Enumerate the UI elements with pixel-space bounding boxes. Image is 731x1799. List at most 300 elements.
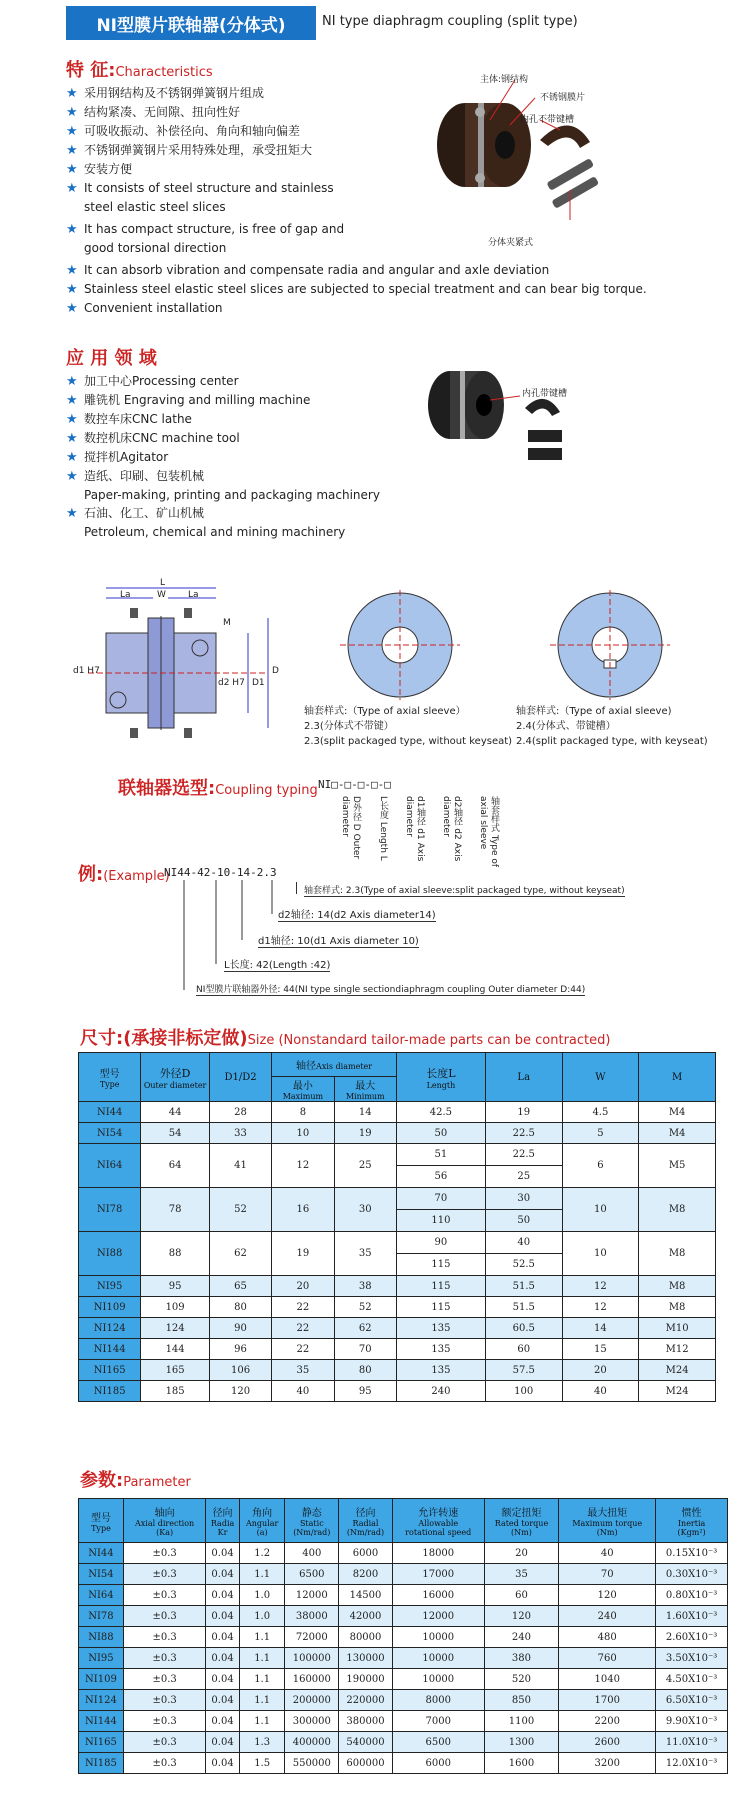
example-line: NI型膜片联轴器外径: 44(NI type single sectiondiaphragm coupling Outer diameter D:44) xyxy=(196,982,585,996)
cell-value: 1700 xyxy=(559,1690,656,1711)
cell-d1d2: 65 xyxy=(209,1276,271,1297)
cell-length: 135 xyxy=(396,1360,485,1381)
cell-value: 6000 xyxy=(392,1753,484,1774)
cell-min: 16 xyxy=(272,1188,334,1232)
cell-min: 40 xyxy=(272,1381,334,1402)
cell-value: ±0.3 xyxy=(123,1627,205,1648)
photo-label: 主体:钢结构 xyxy=(480,75,529,85)
list-item: ★ Stainless steel elastic steel slices are subjected to special treatment and can bear big torque. xyxy=(66,282,647,297)
table-row xyxy=(79,1543,728,1564)
cell-value: 1100 xyxy=(484,1711,559,1732)
cell-d1d2: 41 xyxy=(209,1144,271,1188)
cell-value: 0.04 xyxy=(206,1690,239,1711)
cell-max: 52 xyxy=(334,1297,396,1318)
cell-type: NI124 xyxy=(79,1690,124,1711)
cell-type: NI54 xyxy=(79,1123,141,1144)
cell-type: NI95 xyxy=(79,1648,124,1669)
cell-m: M5 xyxy=(639,1144,716,1188)
example-heading: 例:(Example) xyxy=(78,864,170,885)
star-icon: ★ xyxy=(66,181,78,196)
table-row xyxy=(79,1188,716,1210)
cell-od: 78 xyxy=(141,1188,210,1232)
cell-length: 42.5 xyxy=(396,1102,485,1123)
cell-value: 120 xyxy=(559,1585,656,1606)
cell-value: 100000 xyxy=(285,1648,339,1669)
cell-max: 19 xyxy=(334,1123,396,1144)
column-header: 额定扭矩 Rated torque (Nm) xyxy=(484,1499,559,1543)
characteristics-heading: 特 征:Characteristics xyxy=(66,60,213,81)
photo-label: 分体夹紧式 xyxy=(488,238,534,248)
coupling-photo-keyed xyxy=(420,360,640,490)
table-row xyxy=(79,1627,728,1648)
list-item: ★ It can absorb vibration and compensate radia and angular and axle deviation xyxy=(66,263,550,278)
cell-type: NI78 xyxy=(79,1188,141,1232)
table-row xyxy=(79,1753,728,1774)
typing-label: d2轴径 d2 Axis diameter xyxy=(441,796,462,862)
cell-type: NI64 xyxy=(79,1585,124,1606)
example-line: L长度: 42(Length :42) xyxy=(224,956,330,972)
cell-w: 12 xyxy=(562,1276,639,1297)
cell-value: 0.04 xyxy=(206,1711,239,1732)
cell-value: 400 xyxy=(285,1543,339,1564)
table-row xyxy=(79,1318,716,1339)
cell-length: 135 xyxy=(396,1339,485,1360)
sleeve-caption-left: 轴套样式:（Type of axial sleeve） 2.3(分体式不带键） 2.3(split packaged type, without keyseat) xyxy=(304,706,513,747)
table-row xyxy=(79,1732,728,1753)
cell-value: 0.04 xyxy=(206,1606,239,1627)
cell-type: NI185 xyxy=(79,1753,124,1774)
cell-value: 1.3 xyxy=(239,1732,285,1753)
cell-value: 400000 xyxy=(285,1732,339,1753)
cell-length: 110 xyxy=(396,1210,485,1232)
column-header: 允许转速 Allowable rotational speed xyxy=(392,1499,484,1543)
cell-w: 20 xyxy=(562,1360,639,1381)
cell-max: 80 xyxy=(334,1360,396,1381)
cell-value: 38000 xyxy=(285,1606,339,1627)
star-icon: ★ xyxy=(66,506,78,521)
cell-type: NI95 xyxy=(79,1276,141,1297)
cell-type: NI185 xyxy=(79,1381,141,1402)
typing-code: NI□-□-□-□-□ xyxy=(318,778,391,791)
cell-value: 520 xyxy=(484,1669,559,1690)
dim-label: D xyxy=(272,666,279,676)
cell-w: 6 xyxy=(562,1144,639,1188)
cell-value: ±0.3 xyxy=(123,1690,205,1711)
cell-max: 30 xyxy=(334,1188,396,1232)
cell-la: 30 xyxy=(485,1188,562,1210)
cell-m: M12 xyxy=(639,1339,716,1360)
sleeve-diagram-key xyxy=(550,590,670,700)
cell-value: 1.5 xyxy=(239,1753,285,1774)
cell-value: 42000 xyxy=(339,1606,393,1627)
cell-value: 20 xyxy=(484,1543,559,1564)
cell-max: 62 xyxy=(334,1318,396,1339)
cell-value: 200000 xyxy=(285,1690,339,1711)
cell-length: 70 xyxy=(396,1188,485,1210)
table-row xyxy=(79,1360,716,1381)
cell-type: NI165 xyxy=(79,1360,141,1381)
cell-m: M8 xyxy=(639,1276,716,1297)
sleeve-diagram-no-key xyxy=(340,590,460,700)
cell-od: 165 xyxy=(141,1360,210,1381)
list-item: ★ 搅拌机Agitator xyxy=(66,450,169,465)
cell-type: NI109 xyxy=(79,1297,141,1318)
cell-value: 0.04 xyxy=(206,1627,239,1648)
cell-length: 115 xyxy=(396,1297,485,1318)
cell-la: 51.5 xyxy=(485,1297,562,1318)
cell-value: 11.0X10⁻³ xyxy=(656,1732,728,1753)
star-icon: ★ xyxy=(66,301,78,316)
cell-la: 22.5 xyxy=(485,1123,562,1144)
cell-w: 4.5 xyxy=(562,1102,639,1123)
cell-w: 14 xyxy=(562,1318,639,1339)
cell-value: 40 xyxy=(559,1543,656,1564)
list-item: ★ 数控车床CNC lathe xyxy=(66,412,192,427)
param-heading: 参数:Parameter xyxy=(80,1470,191,1491)
table-row xyxy=(79,1711,728,1732)
cell-la: 52.5 xyxy=(485,1254,562,1276)
cell-m: M4 xyxy=(639,1123,716,1144)
cell-value: 6500 xyxy=(285,1564,339,1585)
cell-w: 40 xyxy=(562,1381,639,1402)
cell-value: 10000 xyxy=(392,1627,484,1648)
cell-m: M8 xyxy=(639,1297,716,1318)
dim-label: d1 H7 xyxy=(73,666,100,676)
cell-min: 22 xyxy=(272,1339,334,1360)
cell-value: 1.1 xyxy=(239,1564,285,1585)
cell-od: 54 xyxy=(141,1123,210,1144)
cell-w: 15 xyxy=(562,1339,639,1360)
cell-value: ±0.3 xyxy=(123,1753,205,1774)
cell-value: 8000 xyxy=(392,1690,484,1711)
size-heading: 尺寸:(承接非标定做)Size (Nonstandard tailor-made parts can be contracted) xyxy=(80,1028,611,1049)
cell-max: 70 xyxy=(334,1339,396,1360)
table-row xyxy=(79,1669,728,1690)
cell-value: 1.2 xyxy=(239,1543,285,1564)
cell-value: 0.04 xyxy=(206,1732,239,1753)
column-header: 角向 Angular (a) xyxy=(239,1499,285,1543)
list-item: ★ 雕铣机 Engraving and milling machine xyxy=(66,393,311,408)
cell-value: 0.04 xyxy=(206,1543,239,1564)
photo-label: 内孔不带键槽 xyxy=(520,115,575,125)
cell-value: 1.1 xyxy=(239,1648,285,1669)
cell-value: 12000 xyxy=(392,1606,484,1627)
cell-d1d2: 28 xyxy=(209,1102,271,1123)
star-icon: ★ xyxy=(66,469,78,484)
list-item: ★ 采用钢结构及不锈钢弹簧钢片组成 xyxy=(66,86,265,101)
cell-value: 1600 xyxy=(484,1753,559,1774)
star-icon: ★ xyxy=(66,282,78,297)
star-icon: ★ xyxy=(66,263,78,278)
cell-value: 1.1 xyxy=(239,1669,285,1690)
example-line: d2轴径: 14(d2 Axis diameter14) xyxy=(278,906,436,922)
cell-length: 50 xyxy=(396,1123,485,1144)
typing-label: D外径 D Outer diameter xyxy=(340,796,361,860)
star-icon: ★ xyxy=(66,450,78,465)
list-item: ★ 结构紧凑、无间隙、扭向性好 xyxy=(66,105,241,120)
table-row xyxy=(79,1381,716,1402)
cell-value: 540000 xyxy=(339,1732,393,1753)
cell-value: 16000 xyxy=(392,1585,484,1606)
cell-max: 95 xyxy=(334,1381,396,1402)
list-item: ★ 安装方便 xyxy=(66,162,133,177)
cell-value: 2200 xyxy=(559,1711,656,1732)
cell-value: 160000 xyxy=(285,1669,339,1690)
cell-value: 6000 xyxy=(339,1543,393,1564)
cell-value: 550000 xyxy=(285,1753,339,1774)
cell-la: 19 xyxy=(485,1102,562,1123)
table-row xyxy=(79,1232,716,1254)
cell-value: 12000 xyxy=(285,1585,339,1606)
star-icon: ★ xyxy=(66,412,78,427)
cell-value: 1.1 xyxy=(239,1711,285,1732)
cell-value: ±0.3 xyxy=(123,1711,205,1732)
cell-od: 88 xyxy=(141,1232,210,1276)
dim-label: d2 H7 xyxy=(218,678,245,688)
cell-m: M4 xyxy=(639,1102,716,1123)
column-header: 静态 Static (Nm/rad) xyxy=(285,1499,339,1543)
cell-od: 124 xyxy=(141,1318,210,1339)
sleeve-caption-right: 轴套样式:（Type of axial sleeve) 2.4(分体式、带键槽） 2.4(split packaged type, with keyseat) xyxy=(516,706,708,747)
cell-value: 0.80X10⁻³ xyxy=(656,1585,728,1606)
cell-value: 18000 xyxy=(392,1543,484,1564)
cell-w: 12 xyxy=(562,1297,639,1318)
cell-la: 40 xyxy=(485,1232,562,1254)
cell-value: 0.04 xyxy=(206,1753,239,1774)
photo-label: 不锈钢膜片 xyxy=(540,93,586,103)
cell-d1d2: 80 xyxy=(209,1297,271,1318)
cell-value: 10000 xyxy=(392,1669,484,1690)
cell-value: 2.60X10⁻³ xyxy=(656,1627,728,1648)
applications-list xyxy=(66,372,406,541)
cell-la: 50 xyxy=(485,1210,562,1232)
param-table xyxy=(78,1498,728,1774)
cell-od: 185 xyxy=(141,1381,210,1402)
cell-la: 100 xyxy=(485,1381,562,1402)
applications-heading: 应 用 领 域 xyxy=(66,348,157,369)
cell-value: 12.0X10⁻³ xyxy=(656,1753,728,1774)
cell-value: 70 xyxy=(559,1564,656,1585)
cell-value: 9.90X10⁻³ xyxy=(656,1711,728,1732)
example-line: 轴套样式: 2.3(Type of axial sleeve:split packaged type, without keyseat) xyxy=(304,883,625,897)
star-icon: ★ xyxy=(66,105,78,120)
cell-type: NI88 xyxy=(79,1627,124,1648)
cell-min: 19 xyxy=(272,1232,334,1276)
cell-type: NI64 xyxy=(79,1144,141,1188)
cell-min: 8 xyxy=(272,1102,334,1123)
cell-value: 80000 xyxy=(339,1627,393,1648)
typing-label: 轴套样式 Type of axial sleeve xyxy=(478,796,499,868)
cell-value: 6.50X10⁻³ xyxy=(656,1690,728,1711)
star-icon: ★ xyxy=(66,162,78,177)
photo-label: 内孔带键槽 xyxy=(522,389,568,399)
cell-max: 38 xyxy=(334,1276,396,1297)
typing-labels xyxy=(340,796,501,886)
cell-value: 120 xyxy=(484,1606,559,1627)
list-item: ★ Convenient installation xyxy=(66,301,223,316)
cell-value: 1040 xyxy=(559,1669,656,1690)
cell-od: 44 xyxy=(141,1102,210,1123)
table-row xyxy=(79,1564,728,1585)
table-row xyxy=(79,1585,728,1606)
cell-value: 300000 xyxy=(285,1711,339,1732)
dim-label: La xyxy=(188,590,199,600)
dim-label: D1 xyxy=(252,678,265,688)
cell-value: ±0.3 xyxy=(123,1564,205,1585)
star-icon: ★ xyxy=(66,374,78,389)
dim-label: M xyxy=(223,618,231,628)
cell-value: 0.04 xyxy=(206,1585,239,1606)
star-icon: ★ xyxy=(66,143,78,158)
cell-value: 60 xyxy=(484,1585,559,1606)
cell-value: 10000 xyxy=(392,1648,484,1669)
list-item: ★ 造纸、印刷、包装机械 xyxy=(66,469,205,484)
cell-value: 1.60X10⁻³ xyxy=(656,1606,728,1627)
cell-value: 600000 xyxy=(339,1753,393,1774)
cell-m: M8 xyxy=(639,1232,716,1276)
list-item: ★ It has compact structure, is free of gap and xyxy=(66,222,345,237)
example-leaders xyxy=(180,880,300,1000)
cell-value: 14500 xyxy=(339,1585,393,1606)
column-header: 径向 Radial (Nm/rad) xyxy=(339,1499,393,1543)
list-item: ★ It consists of steel structure and stainless xyxy=(66,181,334,196)
cell-type: NI54 xyxy=(79,1564,124,1585)
star-icon: ★ xyxy=(66,393,78,408)
page-subtitle: NI type diaphragm coupling (split type) xyxy=(322,14,578,29)
cell-value: 480 xyxy=(559,1627,656,1648)
star-icon: ★ xyxy=(66,86,78,101)
cell-min: 10 xyxy=(272,1123,334,1144)
cell-value: 760 xyxy=(559,1648,656,1669)
cell-value: 2600 xyxy=(559,1732,656,1753)
cell-length: 135 xyxy=(396,1318,485,1339)
cell-max: 25 xyxy=(334,1144,396,1188)
cell-od: 95 xyxy=(141,1276,210,1297)
table-row xyxy=(79,1339,716,1360)
cell-value: 850 xyxy=(484,1690,559,1711)
cell-od: 109 xyxy=(141,1297,210,1318)
cell-type: NI88 xyxy=(79,1232,141,1276)
cell-value: 220000 xyxy=(339,1690,393,1711)
list-item-cont: Paper-making, printing and packaging machinery xyxy=(84,488,380,502)
cell-length: 51 xyxy=(396,1144,485,1166)
cell-value: 3.50X10⁻³ xyxy=(656,1648,728,1669)
table-row xyxy=(79,1123,716,1144)
cell-d1d2: 106 xyxy=(209,1360,271,1381)
cell-min: 20 xyxy=(272,1276,334,1297)
cell-value: 6500 xyxy=(392,1732,484,1753)
table-row xyxy=(79,1102,716,1123)
column-header: 型号 Type xyxy=(79,1499,124,1543)
cell-value: 17000 xyxy=(392,1564,484,1585)
page-title: NI型膜片联轴器(分体式) xyxy=(66,6,316,40)
cell-value: 380 xyxy=(484,1648,559,1669)
column-header: 最大扭矩 Maximum torque (Nm) xyxy=(559,1499,656,1543)
cell-value: 0.04 xyxy=(206,1564,239,1585)
cell-value: 4.50X10⁻³ xyxy=(656,1669,728,1690)
table-row xyxy=(79,1276,716,1297)
coupling-photo-split xyxy=(420,70,660,250)
cell-value: ±0.3 xyxy=(123,1585,205,1606)
cell-min: 22 xyxy=(272,1297,334,1318)
cell-la: 25 xyxy=(485,1166,562,1188)
cell-la: 22.5 xyxy=(485,1144,562,1166)
cell-value: ±0.3 xyxy=(123,1606,205,1627)
list-item: ★ 不锈钢弹簧钢片采用特殊处理，承受扭矩大 xyxy=(66,143,313,158)
cell-type: NI144 xyxy=(79,1711,124,1732)
cell-w: 10 xyxy=(562,1188,639,1232)
cell-value: 0.04 xyxy=(206,1648,239,1669)
cell-w: 10 xyxy=(562,1232,639,1276)
star-icon: ★ xyxy=(66,431,78,446)
cell-value: ±0.3 xyxy=(123,1669,205,1690)
list-item-cont: Petroleum, chemical and mining machinery xyxy=(84,525,346,539)
cell-value: 1300 xyxy=(484,1732,559,1753)
list-item: ★ 石油、化工、矿山机械 xyxy=(66,506,205,521)
table-row xyxy=(79,1690,728,1711)
cell-la: 60 xyxy=(485,1339,562,1360)
cell-type: NI78 xyxy=(79,1606,124,1627)
typing-heading: 联轴器选型:Coupling typing xyxy=(118,778,318,799)
cell-min: 22 xyxy=(272,1318,334,1339)
star-icon: ★ xyxy=(66,222,78,237)
cell-value: ±0.3 xyxy=(123,1543,205,1564)
example-code: NI44-42-10-14-2.3 xyxy=(164,866,277,879)
cell-d1d2: 90 xyxy=(209,1318,271,1339)
example-line: d1轴径: 10(d1 Axis diameter 10) xyxy=(258,932,419,948)
cell-m: M8 xyxy=(639,1188,716,1232)
cell-value: 8200 xyxy=(339,1564,393,1585)
cell-value: 1.0 xyxy=(239,1585,285,1606)
cell-value: ±0.3 xyxy=(123,1732,205,1753)
cell-value: 380000 xyxy=(339,1711,393,1732)
dim-label: La xyxy=(120,590,131,600)
cell-length: 115 xyxy=(396,1276,485,1297)
cell-d1d2: 52 xyxy=(209,1188,271,1232)
cell-value: 72000 xyxy=(285,1627,339,1648)
cell-max: 14 xyxy=(334,1102,396,1123)
size-table: 型号 Type 外径D Outer diameter D1/D2 轴径Axis diameter 长度L Length La W M 最小 Maximum 最大 Minimum NI44 44 28 8 14 42.5 19 4.5 M4 NI54 54 33 10 19 50 22.5 5 M4 NI64 64 41 12 25 51 22.5 6 M5 56 25 NI78 78 52 16 30 70 30 10 M8 110 50 NI88 88 62 19 35 90 40 10 M8 115 52.5 NI95 95 65 20 38 115 51.5 12 M8 NI109 109 80 22 52 115 51.5 12 M8 NI124 124 90 22 62 135 60.5 14 M10 NI144 144 96 22 70 135 60 15 M12 NI165 165 106 35 80 135 57.5 20 M24 NI185 185 120 40 95 240 100 40 M24 xyxy=(78,1052,716,1402)
cell-type: NI44 xyxy=(79,1102,141,1123)
cell-type: NI165 xyxy=(79,1732,124,1753)
cell-type: NI124 xyxy=(79,1318,141,1339)
cell-value: 240 xyxy=(484,1627,559,1648)
dimension-drawing xyxy=(68,578,288,743)
cell-value: 1.1 xyxy=(239,1690,285,1711)
cell-value: 0.30X10⁻³ xyxy=(656,1564,728,1585)
cell-type: NI144 xyxy=(79,1339,141,1360)
cell-value: 1.1 xyxy=(239,1627,285,1648)
cell-type: NI44 xyxy=(79,1543,124,1564)
cell-min: 35 xyxy=(272,1360,334,1381)
typing-label: d1轴径 d1 Axis diameter xyxy=(404,796,425,862)
dim-label: L xyxy=(160,578,166,588)
cell-min: 12 xyxy=(272,1144,334,1188)
cell-d1d2: 33 xyxy=(209,1123,271,1144)
cell-length: 240 xyxy=(396,1381,485,1402)
list-item: ★ 可吸收振动、补偿径向、角向和轴向偏差 xyxy=(66,124,301,139)
cell-la: 57.5 xyxy=(485,1360,562,1381)
cell-od: 144 xyxy=(141,1339,210,1360)
cell-m: M24 xyxy=(639,1360,716,1381)
cell-d1d2: 96 xyxy=(209,1339,271,1360)
column-header: 径向 Radia Kr xyxy=(206,1499,239,1543)
list-item: ★ 加工中心Processing center xyxy=(66,374,239,389)
list-item-cont: steel elastic steel slices xyxy=(84,200,226,214)
cell-value: ±0.3 xyxy=(123,1648,205,1669)
star-icon: ★ xyxy=(66,124,78,139)
column-header: 惯性 Inertia (Kgm²) xyxy=(656,1499,728,1543)
